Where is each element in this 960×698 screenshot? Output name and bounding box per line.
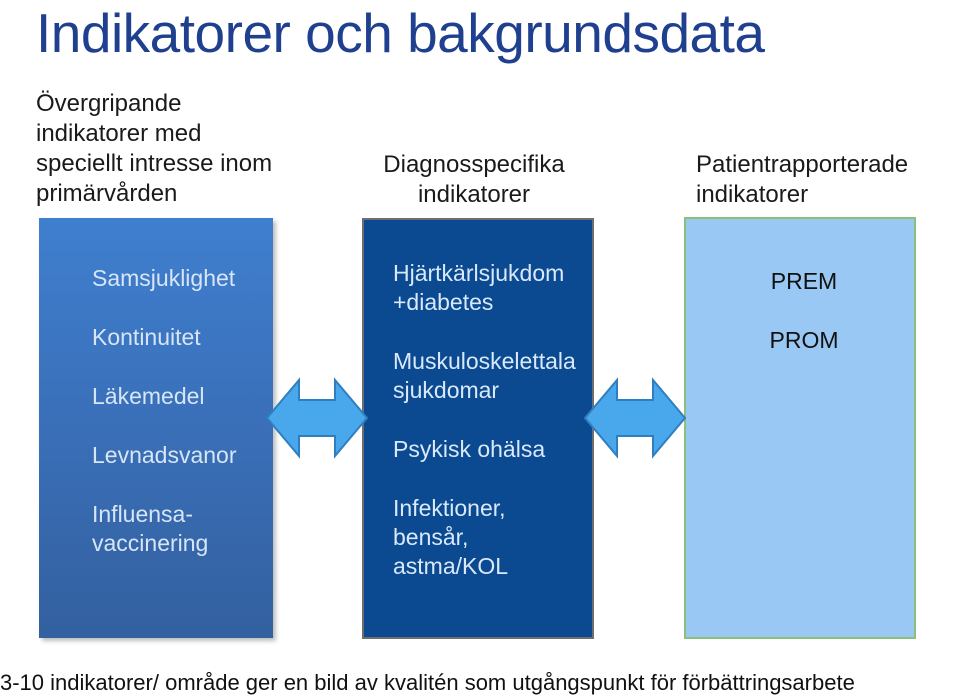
heading-line: indikatorer bbox=[417, 181, 531, 208]
list-item: Kontinuitet bbox=[92, 324, 201, 350]
column-heading-patient bbox=[696, 150, 908, 210]
list-item: Psykisk ohälsa bbox=[393, 436, 546, 462]
list-item: Hjärtkärlsjukdom bbox=[393, 260, 565, 286]
overall-indicators-list bbox=[92, 264, 237, 558]
list-item: Infektioner, bbox=[393, 495, 506, 521]
patient-indicators-list bbox=[684, 267, 924, 385]
list-item: Samsjuklighet bbox=[92, 265, 236, 291]
heading-line: primärvården bbox=[36, 180, 178, 207]
heading-line: Övergripande bbox=[36, 90, 182, 117]
heading-line: Diagnosspecifika bbox=[383, 151, 565, 178]
footer-caption: 3-10 indikatorer/ område ger en bild av kvalitén som utgångspunkt för förbättringsarbete bbox=[0, 670, 855, 695]
list-item: Influensa- bbox=[92, 501, 194, 527]
heading-line: indikatorer med bbox=[36, 120, 202, 147]
column-heading-diagnosis bbox=[374, 150, 574, 210]
page-title: Indikatorer och bakgrundsdata bbox=[36, 2, 765, 64]
column-heading-overall bbox=[36, 89, 272, 209]
list-item: PREM bbox=[770, 268, 838, 294]
double-arrow-icon bbox=[265, 376, 369, 460]
list-item: Levnadsvanor bbox=[92, 442, 237, 468]
double-arrow-icon bbox=[583, 376, 687, 460]
heading-line: Patientrapporterade bbox=[696, 151, 909, 178]
heading-line: indikatorer bbox=[696, 181, 809, 208]
list-item: bensår, bbox=[393, 524, 469, 550]
list-item: +diabetes bbox=[393, 289, 494, 315]
list-item: Muskuloskelettala bbox=[393, 348, 576, 374]
diagnosis-indicators-list bbox=[393, 259, 576, 581]
list-item: vaccinering bbox=[92, 530, 209, 556]
list-item: PROM bbox=[769, 327, 839, 353]
heading-line: speciellt intresse inom bbox=[36, 150, 273, 177]
list-item: sjukdomar bbox=[393, 377, 500, 403]
list-item: Läkemedel bbox=[92, 383, 205, 409]
list-item: astma/KOL bbox=[393, 553, 509, 579]
